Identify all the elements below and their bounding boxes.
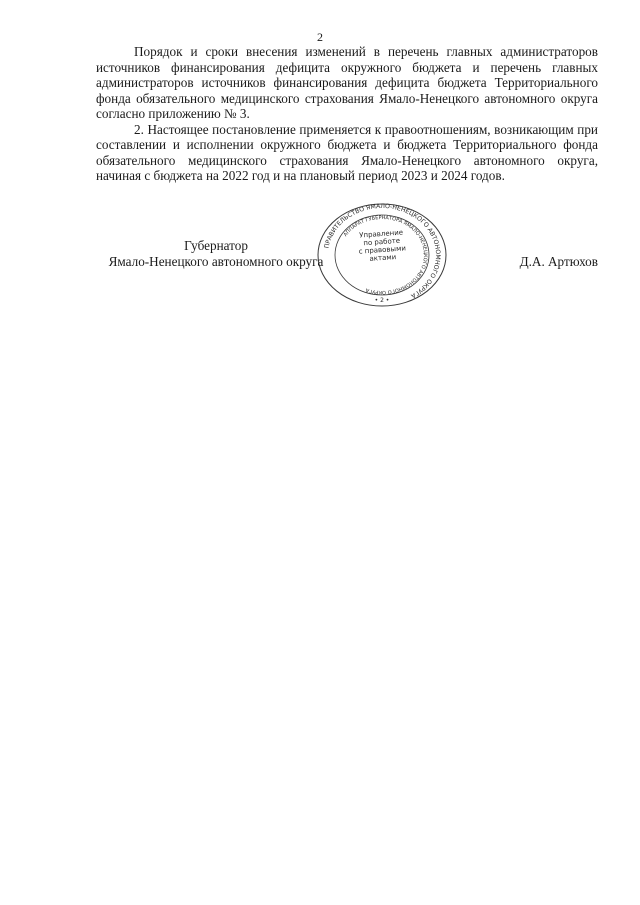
paragraph-2: 2. Настоящее постановление применяется к правоотношениям, возникающим при составлении и исполнении окружного бюджета и бюджета Территориального фонда обязательного медицинского страхования Ямало-Ненецкого автономного округа, начиная с бюджета на 2022 год и на плановый период 2023 и 2024 годов. — [96, 121, 598, 183]
paragraph-1: Порядок и сроки внесения изменений в перечень главных администраторов источников финансирования дефицита окружного бюджета и перечень главных администраторов источников финансирования дефицита бюджета Территориального фонда обязательного медицинского страхования Ямало-Ненецкого автономного округа согласно приложению № 3. — [96, 44, 598, 121]
seal-number: • 2 • — [374, 297, 390, 304]
seal-center-line-1: Управление — [358, 228, 404, 240]
seal-center-line-3: с правовыми — [358, 244, 407, 256]
seal-center-line-4: актами — [369, 253, 397, 263]
signatory-role-line-1: Губернатор — [184, 238, 248, 253]
seal-inner-ring-text: АППАРАТ ГУБЕРНАТОРА ЯМАЛО-НЕНЕЦКОГО АВТОНОМНОГО ОКРУГА — [342, 214, 429, 296]
seal-center-line-2: по работе — [363, 236, 401, 248]
document-body — [96, 44, 598, 184]
seal-outer-text: ПРАВИТЕЛЬСТВО ЯМАЛО-НЕНЕЦКОГО АВТОНОМНОГО ОКРУГА — [323, 202, 442, 300]
signatory-role — [96, 238, 336, 270]
signatory-role-line-2: Ямало-Ненецкого автономного округа — [108, 254, 324, 269]
signatory-name: Д.А. Артюхов — [519, 254, 598, 269]
seal-center-text — [345, 228, 419, 265]
page-number: 2 — [317, 30, 323, 44]
